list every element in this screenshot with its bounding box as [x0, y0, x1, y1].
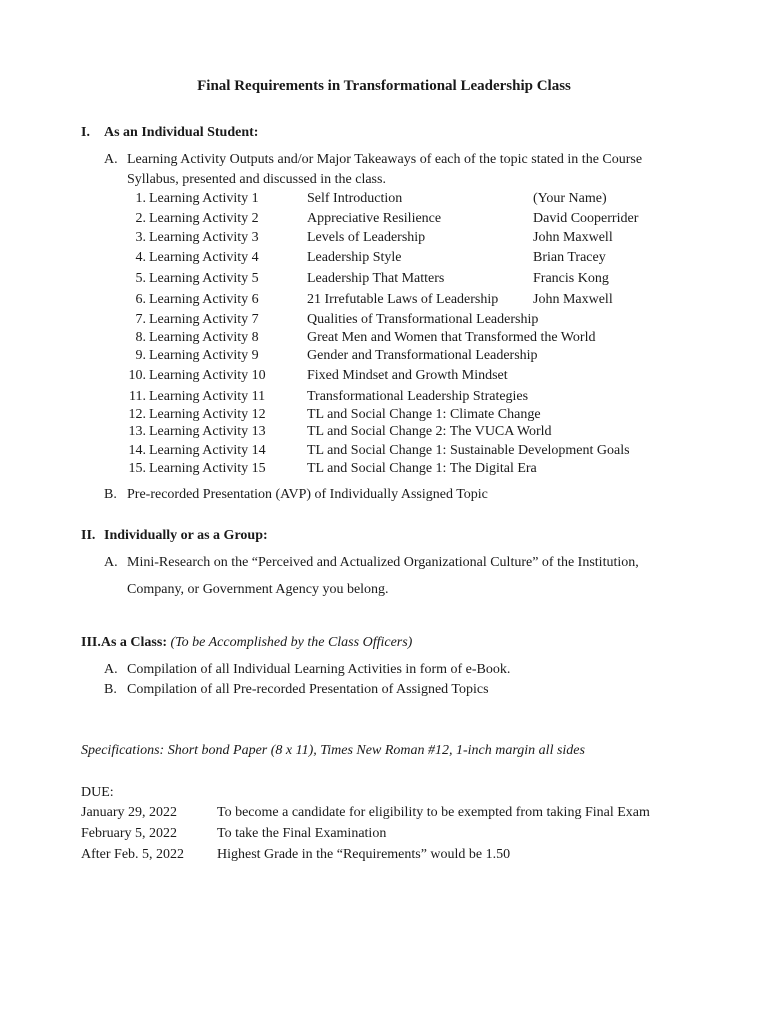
activity-name: Learning Activity 2 — [149, 211, 259, 226]
activity-topic: Great Men and Women that Transformed the World — [307, 330, 596, 345]
activity-topic: Qualities of Transformational Leadership — [307, 312, 539, 327]
activity-topic: Transformational Leadership Strategies — [307, 389, 529, 404]
activity-author: John Maxwell — [533, 292, 613, 307]
section-2-item-a-letter: A. — [104, 555, 118, 570]
activity-number: 13. — [128, 424, 146, 439]
activity-topic: TL and Social Change 1: The Digital Era — [307, 461, 537, 476]
due-date: February 5, 2022 — [81, 826, 178, 841]
section-3-heading: As a Class: — [100, 635, 167, 650]
activity-topic: TL and Social Change 1: Sustainable Development Goals — [307, 443, 630, 458]
section-3-item-b-letter: B. — [104, 682, 117, 697]
activity-name: Learning Activity 5 — [149, 271, 259, 286]
due-description: Highest Grade in the “Requirements” would be 1.50 — [217, 847, 511, 862]
section-1-heading: As an Individual Student: — [104, 125, 259, 140]
activity-topic: Appreciative Resilience — [307, 211, 442, 226]
activity-number: 1. — [135, 191, 146, 206]
activity-number: 10. — [128, 368, 146, 383]
section-1-item-a-letter: A. — [104, 152, 118, 167]
section-3-numeral: III. — [81, 635, 101, 650]
activity-topic: Gender and Transformational Leadership — [307, 348, 538, 363]
section-2-heading: Individually or as a Group: — [104, 528, 268, 543]
activity-number: 8. — [135, 330, 146, 345]
activity-name: Learning Activity 1 — [149, 191, 259, 206]
specifications-text: Specifications: Short bond Paper (8 x 11), Times New Roman #12, 1-inch margin all sides — [81, 743, 585, 758]
section-2-item-a-line1: Mini-Research on the “Perceived and Actualized Organizational Culture” of the Institution, — [127, 555, 639, 570]
activity-number: 5. — [135, 271, 146, 286]
activity-name: Learning Activity 3 — [149, 230, 259, 245]
activity-author: (Your Name) — [533, 191, 607, 206]
activity-number: 3. — [135, 230, 146, 245]
activity-number: 12. — [128, 407, 146, 422]
activity-name: Learning Activity 8 — [149, 330, 259, 345]
activity-author: Brian Tracey — [533, 250, 606, 265]
activity-name: Learning Activity 15 — [149, 461, 266, 476]
activity-name: Learning Activity 10 — [149, 368, 266, 383]
due-label: DUE: — [81, 785, 114, 800]
section-2-item-a-line2: Company, or Government Agency you belong. — [127, 582, 389, 597]
activity-topic: TL and Social Change 1: Climate Change — [307, 407, 541, 422]
activity-number: 14. — [128, 443, 146, 458]
activity-name: Learning Activity 4 — [149, 250, 259, 265]
activity-number: 9. — [135, 348, 146, 363]
due-description: To take the Final Examination — [217, 826, 387, 841]
activity-name: Learning Activity 6 — [149, 292, 259, 307]
section-3-note: (To be Accomplished by the Class Officers) — [170, 635, 413, 650]
activity-number: 7. — [135, 312, 146, 327]
activity-name: Learning Activity 11 — [149, 389, 266, 404]
activity-name: Learning Activity 7 — [149, 312, 259, 327]
activity-number: 4. — [135, 250, 146, 265]
section-1-item-b-letter: B. — [104, 487, 117, 502]
activity-topic: Leadership Style — [307, 250, 402, 265]
activity-number: 11. — [129, 389, 146, 404]
activity-name: Learning Activity 14 — [149, 443, 266, 458]
activity-author: David Cooperrider — [533, 211, 639, 226]
activity-topic: Levels of Leadership — [307, 230, 426, 245]
activity-name: Learning Activity 13 — [149, 424, 266, 439]
activity-topic: Fixed Mindset and Growth Mindset — [307, 368, 508, 383]
activity-author: John Maxwell — [533, 230, 613, 245]
section-3-heading-line — [81, 634, 412, 652]
section-3-item-a-text: Compilation of all Individual Learning Activities in form of e-Book. — [127, 662, 511, 677]
activity-topic: 21 Irrefutable Laws of Leadership — [307, 292, 499, 307]
activity-topic: Leadership That Matters — [307, 271, 445, 286]
due-date: After Feb. 5, 2022 — [81, 847, 185, 862]
activity-author: Francis Kong — [533, 271, 609, 286]
section-1-item-b-text: Pre-recorded Presentation (AVP) of Individually Assigned Topic — [127, 487, 488, 502]
activity-topic: TL and Social Change 2: The VUCA World — [307, 424, 552, 439]
activity-name: Learning Activity 9 — [149, 348, 259, 363]
section-1-item-a-line1: Learning Activity Outputs and/or Major Takeaways of each of the topic stated in the Course — [127, 152, 643, 167]
activity-name: Learning Activity 12 — [149, 407, 266, 422]
activity-number: 6. — [135, 292, 146, 307]
activity-number: 2. — [135, 211, 146, 226]
section-1-numeral: I. — [81, 125, 90, 140]
document-title: Final Requirements in Transformational Leadership Class — [197, 78, 571, 94]
activity-topic: Self Introduction — [307, 191, 403, 206]
due-date: January 29, 2022 — [81, 805, 178, 820]
activity-number: 15. — [128, 461, 146, 476]
section-3-item-b-text: Compilation of all Pre-recorded Presentation of Assigned Topics — [127, 682, 489, 697]
due-description: To become a candidate for eligibility to be exempted from taking Final Exam — [217, 805, 650, 820]
section-2-numeral: II. — [81, 528, 96, 543]
section-1-item-a-line2: Syllabus, presented and discussed in the class. — [127, 172, 386, 187]
section-3-item-a-letter: A. — [104, 662, 118, 677]
